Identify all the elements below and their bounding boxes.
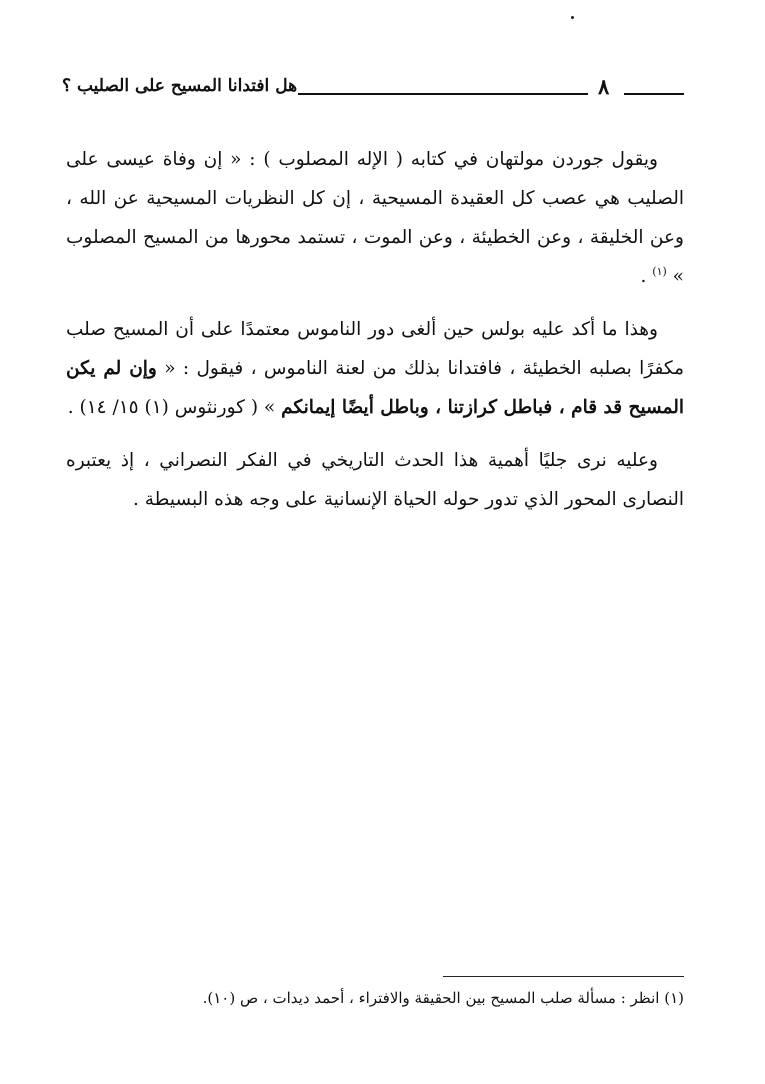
running-title: هل افتدانا المسيح على الصليب ؟	[62, 76, 298, 96]
paragraph-text: ويقول جوردن مولتهان في كتابه ( الإله المصلوب ) : « إن وفاة عيسى على الصليب هي عصب كل العقيدة المسيحية ، إن كل النظريات المسيحية عن الله ، وعن الخليقة ، وعن الخطيئة ، وعن الموت ، تستمد محورها من المسيح المصلوب »	[66, 149, 684, 287]
scan-speck	[571, 16, 574, 19]
running-header	[62, 74, 684, 104]
paragraph-3	[66, 441, 684, 519]
footnote-divider	[443, 976, 684, 977]
paragraph-text: وهذا ما أكد عليه بولس حين ألغى دور الناموس معتمدًا على أن المسيح صلب مكفرًا بصلبه الخطيئة ، فافتدانا بذلك من لعنة الناموس ، فيقول : «	[66, 319, 684, 379]
page-number: ٨	[598, 74, 610, 99]
footnote-text: (١) انظر : مسألة صلب المسيح بين الحقيقة والافتراء ، أحمد ديدات ، ص (١٠).	[202, 989, 684, 1007]
citation: » ( كورنثوس (١) ١٥/ ١٤) .	[67, 397, 282, 418]
paragraph-2	[66, 310, 684, 427]
paragraph-1	[66, 140, 684, 296]
body-text	[66, 140, 684, 533]
footnote-reference: (١)	[652, 264, 667, 278]
paragraph-text: وعليه نرى جليًا أهمية هذا الحدث التاريخي في الفكر النصراني ، إذ يعتبره النصارى المحور الذي تدور حوله الحياة الإنسانية على وجه هذه البسيطة .	[66, 450, 684, 510]
header-rule-right	[624, 93, 684, 95]
paragraph-tail: .	[640, 266, 653, 287]
scripture-quote: وإن لم يكن المسيح قد قام ، فباطل كرازتنا ، وباطل أيضًا إيمانكم	[66, 358, 684, 418]
footnote	[200, 987, 684, 1009]
header-rule-left	[298, 93, 588, 95]
